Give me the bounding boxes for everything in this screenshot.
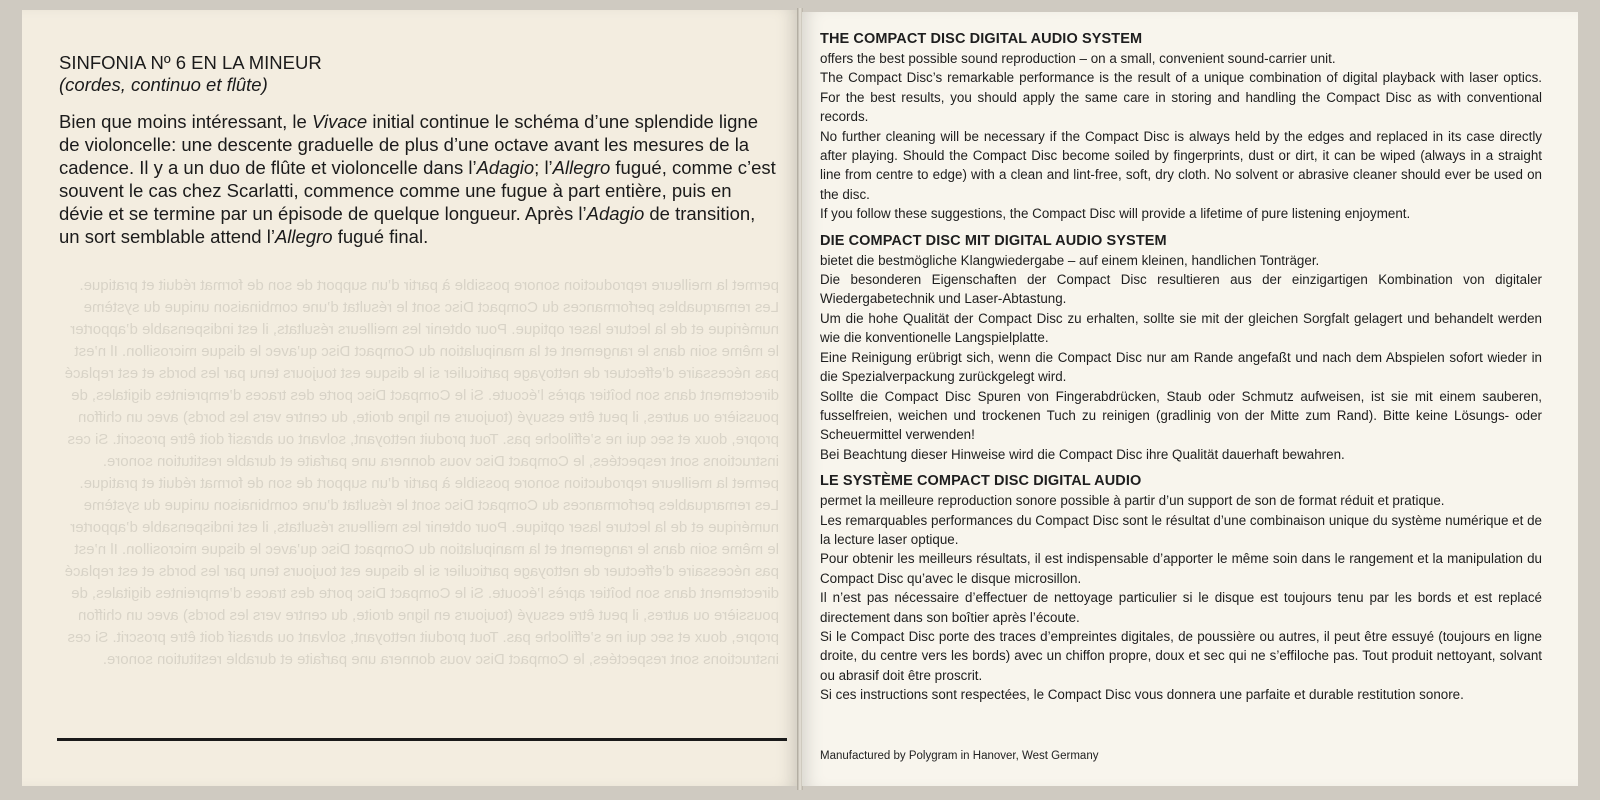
body-text: de transition, un sort semblable attend l’	[59, 203, 756, 247]
paragraph: Eine Reinigung erübrigt sich, wenn die Compact Disc nur am Rande angefaßt und nach dem Abspielen sofort wieder in die Spezialverpackung zurückgelegt wird.	[820, 349, 1542, 385]
paragraph: Si le Compact Disc porte des traces d’empreintes digitales, de poussière ou autres, il peut être essuyé (toujours en ligne droite, du centre vers les bords) avec un chiffon propre, doux et sec qui ne s’effiloche pas. Tout produit nettoyant, solvant ou abrasif doit être proscrit.	[820, 628, 1542, 683]
left-text-block	[59, 52, 779, 248]
paragraph: Il n’est pas nécessaire d’effectuer de nettoyage particulier si le disque est toujours tenu par les bords et est replacé directement dans son boîtier après l’écoute.	[820, 590, 1542, 625]
body-text: fugué, comme c’est souvent le cas chez Scarlatti, commence comme une fugue à part entière, puis en dévie et se termine par un épisode de quelque longueur. Après l’	[59, 157, 776, 224]
paragraph: bietet die bestmögliche Klangwiedergabe – auf einem kleinen, handlichen Tonträger.	[820, 252, 1320, 268]
paragraph: The Compact Disc’s remarkable performance is the result of a unique combination of digital playback with laser optics. For the best results, you should apply the same care in storing and handling the Compact Disc as with conventional records.	[820, 70, 1542, 125]
paragraph: Si ces instructions sont respectées, le Compact Disc vous donnera une parfaite et durable restitution sonore.	[820, 687, 1464, 703]
right-page	[802, 12, 1578, 786]
paragraph: If you follow these suggestions, the Compact Disc will provide a lifetime of pure listening enjoyment.	[820, 206, 1411, 222]
paragraph: Um die hohe Qualität der Compact Disc zu erhalten, sollte sie mit der gleichen Sorgfalt gelagert und behandelt werden wie die konventionelle Langspielplatte.	[820, 310, 1542, 346]
sinfonia-subtitle: (cordes, continuo et flûte)	[59, 74, 268, 95]
sinfonia-description	[59, 110, 779, 248]
bleed-through-texture: permet la meilleure reproduction sonore possible à partir d’un support de son de format réduit et pratique. Les remarquables performances du Compact Disc sont le résultat d’une combinaison unique du système numérique et de la lecture laser optique. Pour obtenir les meilleurs résultats, il est indispensable d’apporter le même soin dans le rangement et la manipulation du Compact Disc qu’avec le disque microsillon. Il n’est pas nécessaire d’effectuer de nettoyage particulier si le disque est toujours tenu par les bords et est replacé directement dans son boîtier après l’écoute. Si le Compact Disc porte des traces d’empreintes digitales, de poussière ou autres, il peut être essuyé (toujours en ligne droite, du centre vers les bords) avec un chiffon propre, doux et sec qui ne s’effiloche pas. Tout produit nettoyant, solvant ou abrasif doit être proscrit. Si ces instructions sont respectées, le Compact Disc vous donnera une parfaite et durable restitution sonore. permet la meilleure reproduction sonore possible à partir d’un support de son de format réduit et pratique. Les remarquables performances du Compact Disc sont le résultat d’une combinaison unique du système numérique et de la lecture laser optique. Pour obtenir les meilleurs résultats, il est indispensable d’apporter le même soin dans le rangement et la manipulation du Compact Disc qu’avec le disque microsillon. Il n’est pas nécessaire d’effectuer de nettoyage particulier si le disque est toujours tenu par les bords et est replacé directement dans son boîtier après l’écoute. Si le Compact Disc porte des traces d’empreintes digitales, de poussière ou autres, il peut être essuyé (toujours en ligne droite, du centre vers les bords) avec un chiffon propre, doux et sec qui ne s’effiloche pas. Tout produit nettoyant, solvant ou abrasif doit être proscrit. Si ces instructions sont respectées, le Compact Disc vous donnera une parfaite et durable restitution sonore.	[64, 277, 779, 668]
paragraph: Sollte die Compact Disc Spuren von Fingerabdrücken, Staub oder Schmutz aufweisen, ist sie mit einem sauberen, fusselfreien, weichen und trockenen Tuch zu reinigen (gradlinig von der Mitte zum Rand). Bitte keine Lösungs- oder Scheuermittel verwenden!	[820, 388, 1542, 443]
paragraph: No further cleaning will be necessary if the Compact Disc is always held by the edges and replaced in its case directly after playing. Should the Compact Disc become soiled by fingerprints, dust or dirt, it can be wiped (always in a straight line from centre to edge) with a clean and lint-free, soft, dry cloth. No solvent or abrasive cleaner should ever be used on the disc.	[820, 128, 1542, 202]
paragraph: Die besonderen Eigenschaften der Compact Disc resultieren aus der einzigartigen Kombination von digitaler Wiedergabetechnik und Laser-Abtastung.	[820, 272, 1542, 307]
cd-info-block	[820, 29, 1542, 712]
body-text: fugué final.	[332, 226, 429, 247]
section-english	[820, 29, 1542, 224]
body-italic-term: Adagio	[586, 203, 645, 224]
section-french	[820, 471, 1542, 704]
body-italic-term: Vivace	[311, 111, 368, 132]
body-italic-term: Allegro	[274, 226, 333, 247]
paragraph: offers the best possible sound reproduction – on a small, convenient sound-carrier unit.	[820, 51, 1336, 66]
paragraph: Les remarquables performances du Compact Disc sont le résultat d’une combinaison unique du système numérique et de la lecture laser optique.	[820, 512, 1542, 547]
left-page	[22, 10, 798, 786]
body-text: Bien que moins intéressant, le	[59, 111, 312, 132]
body-text: initial continue le schéma d’une splendide ligne de violoncelle: une descente graduelle de plus d’une octave avant les mesures de la cadence. Il y a un duo de flûte et violoncelle dans l’	[59, 111, 758, 178]
section-german	[820, 231, 1542, 464]
manufacturer-note: Manufactured by Polygram in Hanover, West Germany	[820, 750, 1099, 762]
section-title: THE COMPACT DISC DIGITAL AUDIO SYSTEM	[820, 31, 1143, 47]
body-italic-term: Adagio	[476, 157, 535, 178]
paragraph: Pour obtenir les meilleurs résultats, il est indispensable d’apporter le même soin dans le rangement et la manipulation du Compact Disc qu’avec le disque microsillon.	[820, 551, 1542, 586]
section-title: LE SYSTÈME COMPACT DISC DIGITAL AUDIO	[820, 473, 1142, 490]
body-text: ; l’	[534, 157, 553, 178]
bottom-rule	[57, 738, 787, 741]
paragraph: Bei Beachtung dieser Hinweise wird die Compact Disc ihre Qualität dauerhaft bewahren.	[820, 446, 1345, 462]
body-italic-term: Allegro	[552, 157, 611, 178]
section-title: DIE COMPACT DISC MIT DIGITAL AUDIO SYSTEM	[820, 232, 1167, 249]
paragraph: permet la meilleure reproduction sonore possible à partir d’un support de son de format réduit et pratique.	[820, 493, 1445, 509]
sinfonia-title: SINFONIA Nº 6 EN LA MINEUR	[59, 52, 322, 73]
